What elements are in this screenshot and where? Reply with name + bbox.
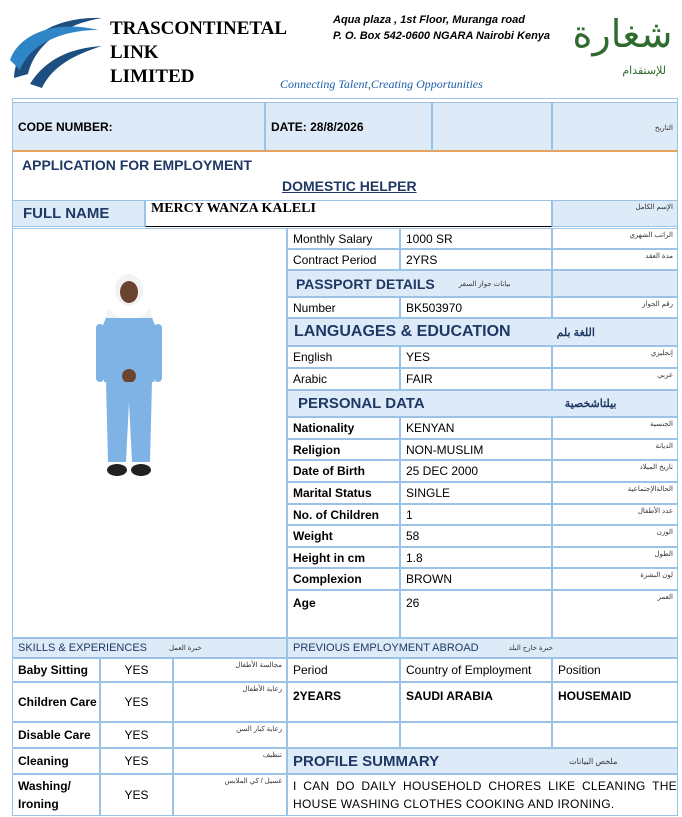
languages-header-ar: اللغة بلم <box>556 326 595 339</box>
personal-arabic-label: العمر <box>552 590 678 638</box>
skill-arabic-label: رعاية الأطفال <box>173 682 287 722</box>
skill-arabic-label: رعاية كبار السن <box>173 722 287 748</box>
skill-label: Disable Care <box>12 722 100 748</box>
personal-label: Complexion <box>287 568 400 590</box>
personal-header <box>287 390 678 417</box>
contract-value-salary: 1000 SR <box>400 228 552 249</box>
skill-arabic-label: مجالسة الأطفال <box>173 658 287 682</box>
skill-value: YES <box>100 682 173 722</box>
personal-label: Weight <box>287 525 400 547</box>
passport-header-ar: بيانات جواز السفر <box>458 280 511 288</box>
skill-arabic-label: تنظيف <box>173 748 287 774</box>
skills-header-text: SKILLS & EXPERIENCES <box>18 642 147 654</box>
prev-blank-3 <box>552 722 678 748</box>
personal-value: 25 DEC 2000 <box>400 460 552 482</box>
address-line1: Aqua plaza , 1st Floor, Muranga road <box>333 14 525 26</box>
company-name-line3: LIMITED <box>110 66 195 87</box>
previous-employment-header-text: PREVIOUS EMPLOYMENT ABROAD <box>293 642 479 654</box>
language-ar-arabic: عربي <box>552 368 678 390</box>
personal-value: 58 <box>400 525 552 547</box>
personal-label: Marital Status <box>287 482 400 504</box>
skills-header-ar: خبرة العمل <box>169 645 202 652</box>
passport-header-blank <box>552 270 678 297</box>
profile-header <box>287 748 678 774</box>
company-logo-swoosh <box>6 8 106 90</box>
profile-header-ar: ملخص البيانات <box>569 756 618 766</box>
personal-arabic-label: الديانة <box>552 439 678 460</box>
personal-arabic-label: تاريخ الميلاد <box>552 460 678 482</box>
skill-value: YES <box>100 748 173 774</box>
arabic-logo-subtitle: للإستقدام <box>622 64 666 77</box>
contract-label-period: Contract Period <box>287 249 400 270</box>
personal-label: Age <box>287 590 400 638</box>
arabic-logo-title: شغارة <box>572 12 673 56</box>
prev-country-value: SAUDI ARABIA <box>400 682 552 722</box>
contract-ar-period: مدة العقد <box>552 249 678 270</box>
skill-label: Washing/ Ironing <box>12 774 100 816</box>
language-value-arabic: FAIR <box>400 368 552 390</box>
skill-value: YES <box>100 722 173 748</box>
skill-label: Cleaning <box>12 748 100 774</box>
passport-header-text: PASSPORT DETAILS <box>296 275 435 292</box>
profile-header-text: PROFILE SUMMARY <box>293 752 440 770</box>
full-name-value <box>145 200 552 227</box>
skill-label: Children Care <box>12 682 100 722</box>
personal-arabic-label: لون البشرة <box>552 568 678 590</box>
languages-header <box>287 318 678 346</box>
profile-summary-text: I CAN DO DAILY HOUSEHOLD CHORES LIKE CLEANING THE HOUSE WASHING CLOTHES COOKING AND IRONING. <box>287 774 678 816</box>
personal-header-ar: بيلتاشخصية <box>564 398 617 410</box>
skill-arabic-label: غسيل / كي الملابس <box>173 774 287 816</box>
contract-ar-salary: الراتب الشهري <box>552 228 678 249</box>
tagline: Connecting Talent,Creating Opportunities <box>280 77 483 91</box>
contract-label-salary: Monthly Salary <box>287 228 400 249</box>
date-label: DATE: 28/8/2026 <box>265 102 432 152</box>
full-name-text: MERCY WANZA KALELI <box>151 201 316 216</box>
passport-header <box>287 270 552 297</box>
personal-label: Nationality <box>287 417 400 439</box>
prev-col-country: Country of Employment <box>400 658 552 682</box>
personal-arabic-label: الوزن <box>552 525 678 547</box>
skill-value: YES <box>100 774 173 816</box>
company-name-line2: LINK <box>110 42 159 63</box>
personal-value: KENYAN <box>400 417 552 439</box>
personal-value: NON-MUSLIM <box>400 439 552 460</box>
skill-value: YES <box>100 658 173 682</box>
personal-label: No. of Children <box>287 504 400 525</box>
personal-arabic-label: الجنسية <box>552 417 678 439</box>
prev-blank-2 <box>400 722 552 748</box>
contract-value-period: 2YRS <box>400 249 552 270</box>
personal-arabic-label: الطول <box>552 547 678 568</box>
previous-employment-header-ar: خبرة خارج البلد <box>508 645 554 652</box>
personal-label: Religion <box>287 439 400 460</box>
position-title: DOMESTIC HELPER <box>282 178 417 194</box>
languages-header-text: LANGUAGES & EDUCATION <box>294 323 511 340</box>
passport-value-number: BK503970 <box>400 297 552 318</box>
full-name-label: FULL NAME <box>12 200 145 227</box>
arabic-logo <box>565 4 680 96</box>
language-value-english: YES <box>400 346 552 368</box>
personal-value: BROWN <box>400 568 552 590</box>
full-name-arabic-label: الإسم الكامل <box>552 200 678 227</box>
address-line2: P. O. Box 542-0600 NGARA Nairobi Kenya <box>333 30 551 42</box>
personal-arabic-label: الحالةالإجتماعية <box>552 482 678 504</box>
personal-value: 26 <box>400 590 552 638</box>
skill-label: Baby Sitting <box>12 658 100 682</box>
personal-label: Date of Birth <box>287 460 400 482</box>
language-label-english: English <box>287 346 400 368</box>
personal-header-text: PERSONAL DATA <box>298 395 425 412</box>
personal-value: SINGLE <box>400 482 552 504</box>
prev-blank-1 <box>287 722 400 748</box>
form-title: APPLICATION FOR EMPLOYMENT <box>22 157 252 173</box>
date-arabic-label: التاريخ <box>552 102 678 152</box>
personal-value: 1.8 <box>400 547 552 568</box>
personal-label: Height in cm <box>287 547 400 568</box>
code-number-label: CODE NUMBER: <box>12 102 265 152</box>
prev-position-value: HOUSEMAID <box>552 682 678 722</box>
prev-col-position: Position <box>552 658 678 682</box>
personal-value: 1 <box>400 504 552 525</box>
date-value-blank <box>432 102 552 152</box>
skills-header <box>12 638 287 658</box>
prev-period-value: 2YEARS <box>287 682 400 722</box>
language-ar-english: إنجليزي <box>552 346 678 368</box>
company-name-line1: TRASCONTINETAL <box>110 18 288 39</box>
language-label-arabic: Arabic <box>287 368 400 390</box>
previous-employment-header <box>287 638 678 658</box>
candidate-photo <box>92 272 166 486</box>
passport-ar-number: رقم الجواز <box>552 297 678 318</box>
prev-col-period: Period <box>287 658 400 682</box>
personal-arabic-label: عدد الأطفال <box>552 504 678 525</box>
passport-label-number: Number <box>287 297 400 318</box>
